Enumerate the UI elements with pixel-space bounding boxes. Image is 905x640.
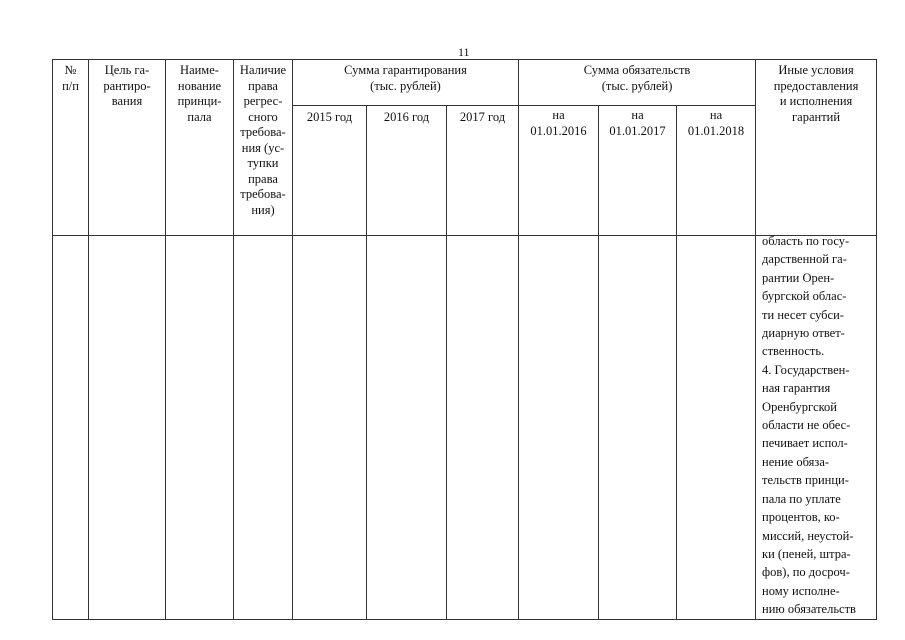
cell-obligation-2017 <box>599 236 677 620</box>
cell-num <box>53 236 89 620</box>
cell-sum-2016 <box>367 236 447 620</box>
header-goal: Цель га- рантиро- вания <box>89 60 166 236</box>
cell-other-conditions: область по госу- дарственной га- рантии Орен- бургской облас- ти несет субси- диарную ответ- ственность. 4. Государствен- ная гарантия Оренбургской области не обес- печивает испол- нение обяза- тельств принци- пала по уплате процентов, ко- миссий, неустой- ки (пеней, штра- фов), по досроч- ному исполне- нию обязательств <box>756 236 877 620</box>
header-regress-right: Наличие права регрес- сного требова- ния (ус- тупки права требова- ния) <box>234 60 293 236</box>
cell-obligation-2016 <box>519 236 599 620</box>
cell-sum-2015 <box>293 236 367 620</box>
cell-regress-right <box>234 236 293 620</box>
header-guarantee-sum: Сумма гарантирования (тыс. рублей) <box>293 60 519 106</box>
guarantees-table <box>52 59 877 620</box>
header-date-2016: на 01.01.2016 <box>519 106 599 236</box>
cell-principal <box>166 236 234 620</box>
header-num: № п/п <box>53 60 89 236</box>
cell-goal <box>89 236 166 620</box>
header-date-2018: на 01.01.2018 <box>677 106 756 236</box>
header-obligations-sum: Сумма обязательств (тыс. рублей) <box>519 60 756 106</box>
header-principal: Наиме- нование принци- пала <box>166 60 234 236</box>
header-year-2017: 2017 год <box>447 106 519 236</box>
cell-sum-2017 <box>447 236 519 620</box>
header-date-2017: на 01.01.2017 <box>599 106 677 236</box>
table-row <box>53 236 877 620</box>
header-year-2016: 2016 год <box>367 106 447 236</box>
header-other-conditions: Иные условия предоставления и исполнения гарантий <box>756 60 877 236</box>
cell-obligation-2018 <box>677 236 756 620</box>
header-row-top <box>53 60 877 106</box>
page-number: 11 <box>458 45 470 59</box>
header-year-2015: 2015 год <box>293 106 367 236</box>
